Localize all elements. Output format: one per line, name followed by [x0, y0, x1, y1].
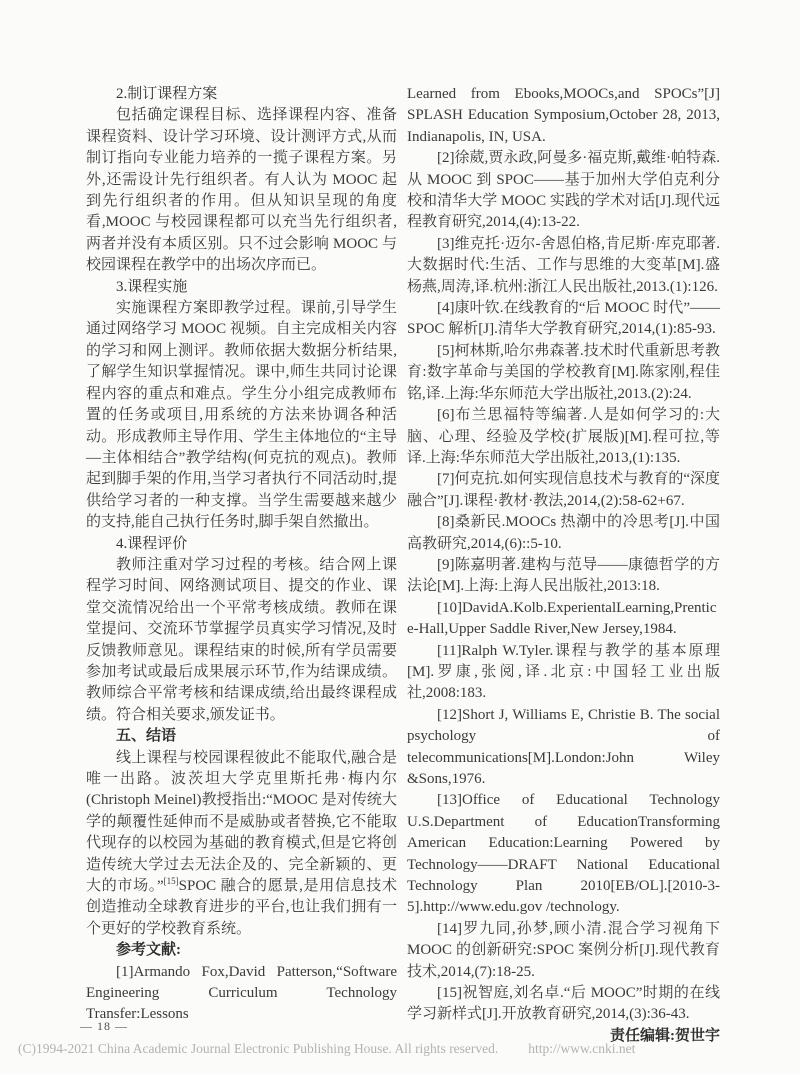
text-run: 2.制订课程方案: [116, 86, 218, 102]
right-column: [407, 84, 720, 1047]
text-run: SPOC 融合的愿景,是用信息技术创造推动全球教育进步的平台,也让我们拥有一个更好的学校教育系统。: [86, 878, 397, 937]
reference-item: [407, 705, 720, 791]
text-run: [15]祝智庭,刘名卓.“后 MOOC”时期的在线学习新样式[J].开放教育研究,2014,(3):36-43.: [407, 985, 720, 1023]
paragraph: [86, 748, 397, 941]
text-run: 教师注重对学习过程的考核。结合网上课程学习时间、网络测试项目、提交的作业、课堂交流情况给出一个平常考核成绩。教师在课堂提问、交流环节掌握学员真实学习情况,及时反馈教师意见。课程结束的时候,所有学员需要参加考试或最后成果展示环节,作为结课成绩。教师综合平常考核和结课成绩,给出最终课程成绩。符合相关要求,颁发证书。: [86, 556, 397, 723]
text-run: Learned from Ebooks,MOOCs,and SPOCs”[J] SPLASH Education Symposium,October 28, 2013, Indianapolis, IN, USA.: [407, 86, 720, 145]
reference-item: [407, 641, 720, 705]
text-run: [2]徐葳,贾永政,阿曼多·福克斯,戴维·帕特森.从 MOOC 到 SPOC——基于加州大学伯克利分校和清华大学 MOOC 实践的学术对话[J].现代远程教育研究,2014,(4):13-22.: [407, 150, 720, 231]
text-run: [7]何克抗.如何实现信息技术与教育的“深度融合”[J].课程·教材·教法,2014,(2):58-62+67.: [407, 471, 720, 509]
text-run: 线上课程与校园课程彼此不能取代,融合是唯一出路。波茨坦大学克里斯托弗·梅内尔(Christoph Meinel)教授指出:“MOOC 是对传统大学的颠覆性延伸而不是威胁或者替换,它不能取代现存的以校园为基础的教育模式,但是它将创造传统大学过去无法企及的、完全新颖的、更大的市场。”: [86, 749, 397, 895]
reference-item: [407, 983, 720, 1026]
text-run: [11]Ralph W.Tyler.课程与教学的基本原理[M].罗康,张阅,译.北京:中国轻工业出版社,2008:183.: [407, 642, 720, 702]
text-run: [10]DavidA.Kolb.ExperientalLearning,Prentice-Hall,Upper Saddle River,New Jersey,1984.: [407, 599, 717, 638]
reference-item: [407, 555, 720, 598]
copyright-text: (C)1994-2021 China Academic Journal Electronic Publishing House. All rights reserved.: [18, 1041, 499, 1056]
section-heading-bold: [86, 940, 397, 961]
reference-item: [407, 298, 720, 341]
section-heading: [86, 84, 397, 105]
text-run: 3.课程实施: [116, 278, 188, 295]
section-heading: [86, 534, 397, 555]
paragraph: [86, 555, 397, 726]
text-run: [13]Office of Educational Technology U.S.Department of EducationTransforming American Education:Learning Powered by Technology——DRAFT National Educational Technology Plan 2010[EB/OL].[2010-3-5].http://www.edu.gov /technology.: [407, 792, 720, 916]
text-run: [1]Armando Fox,David Patterson,“Software Engineering Curriculum Technology Transfer:Lessons: [86, 963, 397, 1023]
text-run: [6]布兰思福特等编著.人是如何学习的:大脑、心理、经验及学校(扩展版)[M].程可拉,等译.上海:华东师范大学出版社,2013,(1):135.: [407, 407, 720, 466]
reference-item: [86, 962, 397, 1026]
copyright-notice: [18, 1041, 635, 1057]
reference-item: [407, 469, 720, 512]
text-run: [3]维克托·迈尔-舍恩伯格,肯尼斯·库克耶著.大数据时代:生活、工作与思维的大变革[M].盛杨燕,周涛,译.杭州:浙江人民出版社,2013.(1):126.: [407, 235, 720, 295]
text-run: [4]康叶钦.在线教育的“后 MOOC 时代”——SPOC 解析[J].清华大学教育研究,2014,(1):85-93.: [407, 300, 720, 338]
text-run: 参考文献:: [116, 942, 181, 959]
text-run: 实施课程方案即教学过程。课前,引导学生通过网络学习 MOOC 视频。自主完成相关内容的学习和网上测评。教师依据大数据分析结果,了解学生知识掌握情况。课中,师生共同讨论课程内容的重点和难点。学生分小组完成教师布置的任务或项目,用系统的方法来协调各种活动。形成教师主导作用、学生主体地位的“主导—主体相结合”教学结构(何克抗的观点)。教师起到脚手架的作用,当学习者执行不同活动时,提供给学习者的一种支撑。当学生需要越来越少的支持,能自己执行任务时,脚手架自然撤出。: [86, 300, 397, 531]
reference-item: [407, 234, 720, 298]
reference-item: [407, 512, 720, 555]
page-number: — 18 —: [80, 1019, 128, 1033]
cnki-url: http://www.cnki.net: [528, 1041, 636, 1056]
text-run: [12]Short J, Williams E, Christie B. The social psychology of telecommunications[M].London:John Wiley &Sons,1976.: [407, 706, 720, 787]
section-heading-bold: [86, 726, 397, 747]
reference-item: [407, 148, 720, 234]
section-heading: [86, 277, 397, 298]
reference-item: [407, 919, 720, 983]
reference-item: [407, 84, 720, 148]
left-column: [86, 84, 397, 1026]
paragraph: [86, 105, 397, 276]
reference-item: [407, 598, 720, 641]
text-run: [9]陈嘉明著.建构与范导——康德哲学的方法论[M].上海:上海人民出版社,2013:18.: [407, 556, 720, 595]
text-run: [5]柯林斯,哈尔弗森著.技术时代重新思考教育:数字革命与美国的学校教育[M].陈家刚,程佳铭,译.上海:华东师范大学出版社,2013.(2):24.: [407, 342, 720, 402]
reference-item: [407, 405, 720, 469]
text-run: 责任编辑:贺世宇: [610, 1027, 720, 1044]
reference-item: [407, 790, 720, 918]
text-run: [14]罗九同,孙梦,顾小清.混合学习视角下 MOOC 的创新研究:SPOC 案例分析[J].现代教育技术,2014,(7):18-25.: [407, 920, 720, 980]
citation-superscript: [15]: [163, 876, 179, 887]
text-run: [8]桑新民.MOOCs 热潮中的冷思考[J].中国高教研究,2014,(6)::5-10.: [407, 514, 720, 552]
paragraph: [86, 298, 397, 533]
text-run: 4.课程评价: [116, 535, 188, 552]
text-run: 包括确定课程目标、选择课程内容、准备课程资料、设计学习环境、设计测评方式,从而制订指向专业能力培养的一揽子课程方案。另外,还需设计先行组织者。有人认为 MOOC 起到先行组织者的作用。但从知识呈现的角度看,MOOC 与校园课程都可以充当先行组织者,两者并没有本质区别。只不过会影响 MOOC 与校园课程在教学中的出场次序而已。: [86, 107, 397, 274]
text-run: 五、结语: [116, 728, 177, 745]
reference-item: [407, 341, 720, 405]
